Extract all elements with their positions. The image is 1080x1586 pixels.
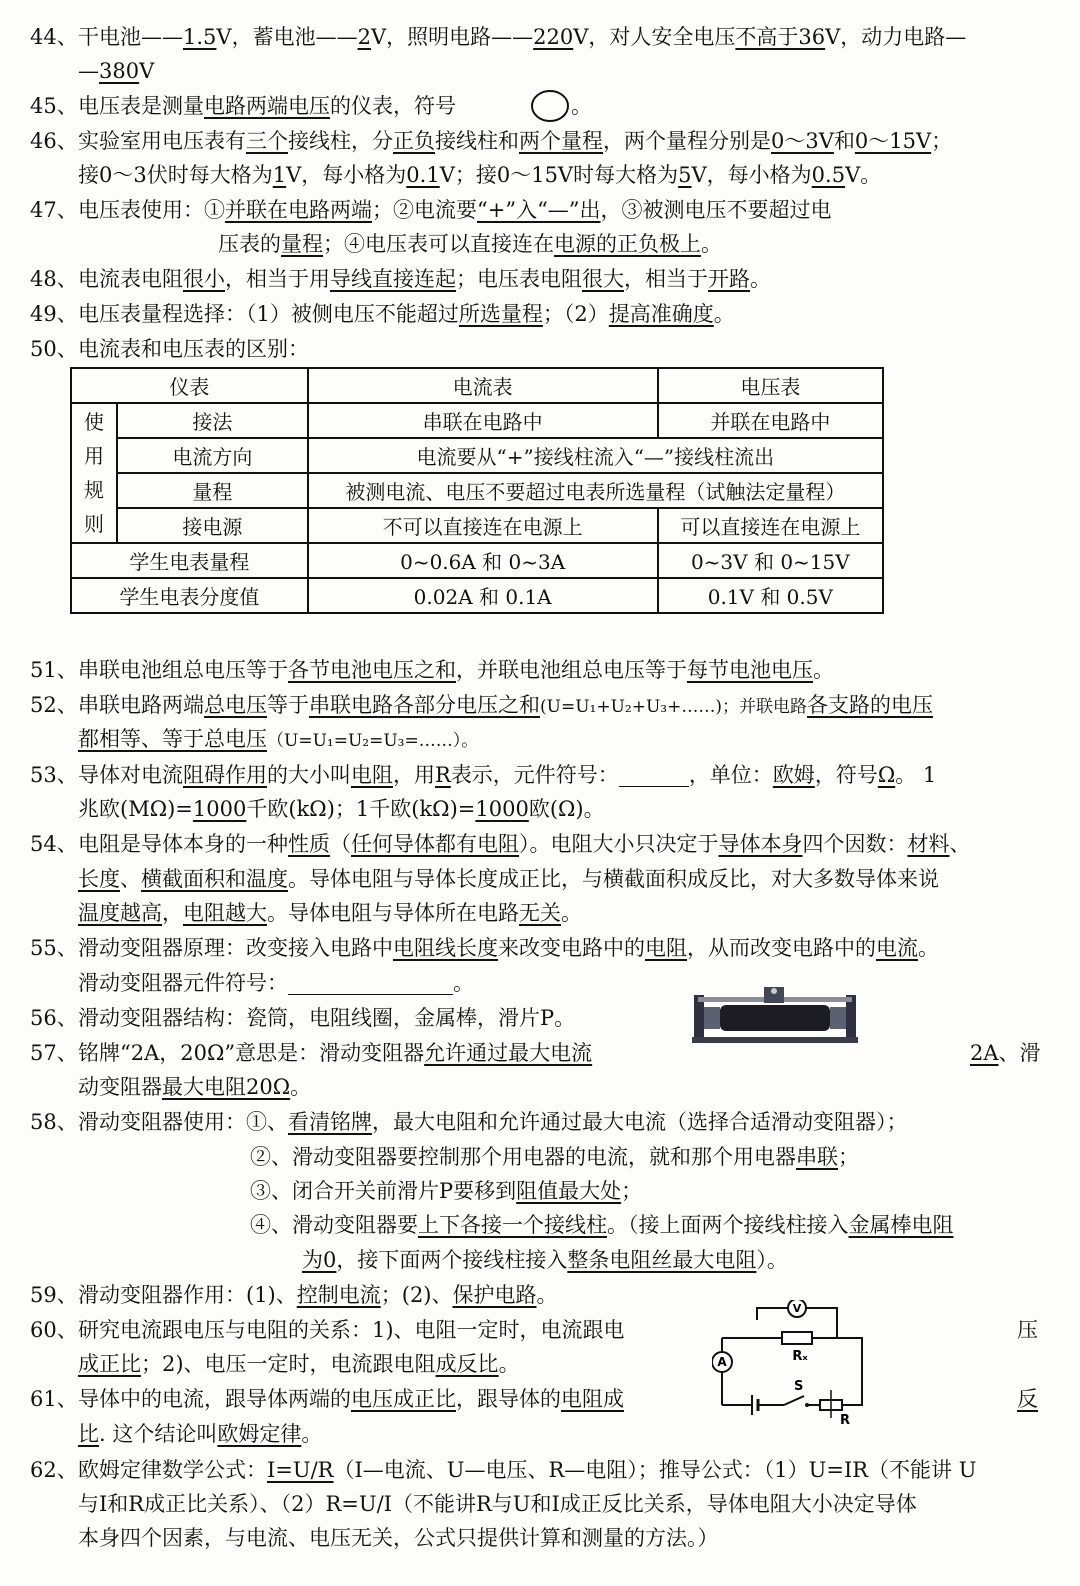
answer: 5 [678,163,692,187]
answer: 串联 [796,1145,838,1169]
answer: 所选量程 [458,302,543,326]
text: 与I和R成正比关系）、（2）R=U/I（不能讲R与U和I成正反比关系，导体电阻大小决定导体 [78,1492,917,1516]
voltmeter-cell: 0~3V 和 0~15V [658,543,883,578]
table-row [71,543,883,578]
item-57-line2 [78,1072,311,1102]
text: 欧姆定律数学公式： [78,1458,267,1482]
item-58-line4 [250,1210,954,1240]
answer: 整条电阻丝最大电阻 [567,1248,757,1272]
answer: 比 [78,1422,99,1446]
text: ； [838,1145,859,1169]
text: 。 1 [895,763,937,787]
item-46-line2 [78,160,881,190]
text: 导体对电流 [78,763,183,787]
answer: 导线直接连起 [330,267,456,291]
text: V [139,59,155,83]
answer: 电阻线长度 [393,936,498,960]
table-row [71,473,883,508]
ammeter-cell: 串联在电路中 [308,403,658,438]
rheostat-label: R [840,1413,851,1425]
text: 干电池—— [78,25,183,49]
text: 等于 [267,693,309,717]
answer: 220 [533,25,574,49]
table-row [71,578,883,613]
answer: R [435,763,451,787]
item-number: 45、 [30,94,78,118]
text: （U=U₁=U₂=U₃=……）。 [267,731,479,751]
ammeter-cell: 0.02A 和 0.1A [308,578,658,613]
item-51 [30,655,834,685]
answer: 看清铭牌 [288,1110,372,1134]
answer: 2 [357,25,371,49]
text: 电压表使用：① [78,198,225,222]
voltmeter-label: V [792,1302,802,1315]
voltmeter-cell: 并联在电路中 [658,403,883,438]
table-header-row [71,368,883,403]
text: V；接0～15V时每大格为 [439,163,679,187]
text: 接线柱和 [435,129,519,153]
text: 、 [120,867,141,891]
answer: 0～3V [771,129,834,153]
item-number: 55、 [30,936,78,960]
text: ③、闭合开关前滑片P要移到 [250,1179,517,1203]
item-53-line2 [78,794,605,824]
text: ，两个量程分别是 [603,129,771,153]
item-number: 58、 [30,1110,78,1134]
answer: 不高于36 [735,25,826,49]
answer: 电阻 [351,763,393,787]
answer: 反 [1017,1387,1038,1411]
item-61-line2 [78,1419,322,1449]
answer: 很大 [582,267,624,291]
text: 。 [813,658,834,682]
item-number: 52、 [30,693,78,717]
item-number: 62、 [30,1458,78,1482]
text: ，③被测电压不要超过电 [600,198,832,222]
answer: 很小 [183,267,225,291]
item-62-line3 [78,1523,719,1553]
answer: 材料 [907,832,950,856]
merged-cell: 电流要从“+”接线柱流入“—”接线柱流出 [308,438,883,473]
answer: 各节电池电压之和 [288,658,456,682]
item-44-line1 [30,22,966,52]
item-62-line2 [78,1489,917,1519]
text: ，从而改变电路中的 [687,936,876,960]
voltmeter-symbol-icon [530,88,570,124]
text: 导体中的电流，跟导体两端的 [78,1387,351,1411]
item-number: 49、 [30,302,78,326]
text: 兆欧(MΩ)= [78,797,193,821]
answer: 控制电流 [296,1283,381,1307]
text: 。导体电阻与导体所在电路 [267,901,519,925]
text: ，接下面两个接线柱接入 [336,1248,568,1272]
answer: 量程 [281,232,323,256]
text: 欧(Ω)。 [528,797,605,821]
text: 实验室用电压表有 [78,129,246,153]
item-number: 60、 [30,1318,78,1342]
text: ，最大电阻和允许通过最大电流（选择合适滑动变阻器）； [372,1110,908,1134]
text: V，蓄电池—— [216,25,358,49]
item-number: 59、 [30,1283,78,1307]
resistor-icon [782,1332,812,1344]
text: 滑动变阻器作用：(1)、 [78,1283,297,1307]
text: 。 [713,302,735,326]
text: 电压表量程选择：（1）被侧电压不能超过 [78,302,459,326]
answer: 保护电路 [452,1283,537,1307]
item-number: 48、 [30,267,78,291]
answer: 任何导体都有电阻 [351,832,519,856]
item-54-line1 [30,829,971,859]
answer: 电阻越大 [183,901,267,925]
text: 电阻是导体本身的一种 [78,832,288,856]
answer: 横截面积和温度 [141,867,288,891]
answer: 各支路的电压 [807,693,933,717]
answer: 电压成正比 [351,1387,456,1411]
text: ，符号 [814,763,878,787]
item-47-line2 [218,229,722,259]
item-58-line2 [250,1142,859,1172]
text: ； [931,129,953,153]
text: ；（2） [542,302,609,326]
answer: 成反比 [435,1352,499,1376]
ammeter-cell: 不可以直接连在电源上 [308,508,658,543]
item-55-line1 [30,933,939,963]
item-60-right [1017,1315,1038,1345]
answer: 允许通过最大电流 [424,1041,593,1065]
item-45 [30,91,592,121]
voltmeter-cell: 可以直接连在电源上 [658,508,883,543]
answer: 成正比 [78,1352,141,1376]
answer: 电源的正负极上 [554,232,701,256]
answer: 长度 [78,867,120,891]
answer: 温度越高 [78,901,162,925]
resistor-label: Rₓ [792,1349,808,1364]
text: ②、滑动变阻器要控制那个用电器的电流，就和那个用电器 [250,1145,796,1169]
item-number: 51、 [30,658,78,682]
text: 接0～3伏时每大格为 [78,163,273,187]
text: 来改变电路中的 [498,936,645,960]
answer: 欧姆 [772,763,815,787]
item-46-line1 [30,126,952,156]
text: V。 [845,163,882,187]
answer: 两个量程 [519,129,603,153]
text: 四个因数： [802,832,908,856]
answer: 上下各接一个接线柱 [418,1213,607,1237]
item-54-line3 [78,898,582,928]
answer: I=U/R [267,1458,334,1482]
answer: 0.1 [406,163,440,187]
text: 表示，元件符号： [450,763,619,787]
text: 、 [949,832,971,856]
text: V，每小格为 [691,163,812,187]
ammeter-label: A [717,1355,727,1369]
text: 滑动变阻器元件符号： [78,971,288,995]
text: 。 [536,1283,558,1307]
item-number: 57、 [30,1041,78,1065]
item-49 [30,299,735,329]
group-char: 则 [84,512,104,536]
answer: 并联在电路两端 [225,198,372,222]
group-char: 规 [84,478,104,502]
answer: 1.5 [183,25,217,49]
text: 。 [290,1075,312,1099]
answer: 0～15V [854,129,932,153]
text: ）。 [756,1248,788,1272]
text: 。 [561,901,582,925]
item-number: 46、 [30,129,78,153]
group-char: 使 [84,410,104,434]
answer: 开路 [708,267,750,291]
text: （I—电流、U—电压、R—电阻）；推导公式：（1）U=IR（不能讲 U [333,1458,977,1482]
row-label-cell: 学生电表分度值 [71,578,308,613]
item-number: 50、 [30,337,78,361]
answer: 阻碍作用 [183,763,267,787]
text: 本身四个因素，与电流、电压无关，公式只提供计算和测量的方法。） [78,1526,719,1550]
text: ，并联电池组总电压等于 [456,658,687,682]
item-58-line3 [250,1176,642,1206]
answer: 性质 [288,832,330,856]
merged-cell: 被测电流、电压不要超过电表所选量程（试触法定量程） [308,473,883,508]
item-53-line1 [30,760,936,790]
text: V，照明电路—— [370,25,534,49]
item-50 [30,334,309,364]
comparison-table [70,367,884,614]
answer: 1000 [192,797,247,821]
row-label-cell: 接法 [117,403,308,438]
item-52-line2 [78,724,478,754]
answer: 电阻 [645,936,687,960]
text: 和 [833,129,855,153]
header-cell: 电流表 [308,368,658,403]
text: 。 [498,1352,520,1376]
item-58-line5 [302,1245,788,1275]
ammeter-cell: 0~0.6A 和 0~3A [308,543,658,578]
item-61-right [1017,1384,1038,1414]
text: ； [621,1179,643,1203]
text: 。导体电阻与导体长度成正比，与横截面积成反比，对大多数导体来说 [288,867,939,891]
text: 的大小叫 [267,763,351,787]
text: ，跟导体的 [456,1387,561,1411]
answer: 最大电阻 [162,1075,246,1099]
text: ；(2)、 [380,1283,453,1307]
row-label-cell: 电流方向 [117,438,308,473]
text: 滑动变阻器原理：改变接入电路中 [78,936,393,960]
answer: “+”入“—”出 [477,198,601,222]
row-label-cell: 接电源 [117,508,308,543]
text: 千欧(kΩ)；1千欧(kΩ)= [246,797,476,821]
item-48 [30,264,771,294]
group-label-cell [71,403,117,543]
row-label-cell: 量程 [117,473,308,508]
text: 、滑 [998,1041,1041,1065]
answer: 总电压 [204,693,267,717]
text: ；④电压表可以直接连在 [323,232,554,256]
answer: 2A [970,1041,999,1065]
text: 接线柱，分 [288,129,393,153]
text: 。 [453,971,474,995]
item-61-line1 [30,1384,624,1414]
answer: 正负 [393,129,435,153]
table-row [71,403,883,438]
item-number: 56、 [30,1006,78,1030]
answer: 电阻成 [561,1387,624,1411]
text: 。 [750,267,771,291]
switch-label: S [794,1379,804,1394]
text: ；电压表电阻 [456,267,582,291]
table-row [71,438,883,473]
item-44-line2 [78,56,154,86]
text: ， [162,901,183,925]
text: 串联电路两端 [78,693,204,717]
item-59 [30,1280,558,1310]
answer: 提高准确度 [608,302,714,326]
answer: 为0 [302,1248,337,1272]
answer: Ω [877,763,896,787]
answer: 导体本身 [718,832,803,856]
answer: 20Ω [246,1075,291,1099]
answer: 1000 [475,797,529,821]
symbol-blank [619,766,689,787]
text: ，单位： [688,763,773,787]
item-number: 54、 [30,832,78,856]
item-55-line2 [78,968,474,998]
text: 。 [701,232,722,256]
item-number: 61、 [30,1387,78,1411]
item-number: 44、 [30,25,78,49]
text: 电压表是测量 [78,94,204,118]
text: 铭牌“2A，20Ω”意思是：滑动变阻器 [78,1041,425,1065]
item-number: 47、 [30,198,78,222]
text: 的仪表，符号 [330,94,456,118]
text: ，相当于 [624,267,708,291]
switch-icon [784,1396,804,1405]
text: V，对人安全电压 [573,25,736,49]
answer: 380 [99,59,140,83]
text: ④、滑动变阻器要 [250,1213,418,1237]
text: V，每小格为 [286,163,407,187]
answer: 都相等、等于总电压 [78,727,267,751]
item-47-line1 [30,195,832,225]
answer: 每节电池电压 [687,658,813,682]
item-62-line1 [30,1455,976,1485]
answer: 阻值最大处 [516,1179,622,1203]
text: （ [330,832,351,856]
text: 滑动变阻器使用：①、 [78,1110,288,1134]
header-cell: 仪表 [71,368,308,403]
row-label-cell: 学生电表量程 [71,543,308,578]
item-52-line1 [30,690,933,720]
text: 串联电池组总电压等于 [78,658,288,682]
text: . 这个结论叫 [99,1422,218,1446]
answer: 串联电路各部分电压之和 [309,693,540,717]
answer: 金属棒电阻 [848,1213,954,1237]
item-58-line1 [30,1107,908,1137]
table-row [71,508,883,543]
header-cell: 电压表 [658,368,883,403]
text: ，相当于用 [225,267,330,291]
answer: 电流 [876,936,918,960]
text: 压 [1017,1318,1038,1342]
text: 电流表和电压表的区别： [78,337,309,361]
answer: 1 [272,163,287,187]
answer: 无关 [519,901,561,925]
text: 滑动变阻器结构：瓷筒，电阻线圈，金属棒，滑片P。 [78,1006,576,1030]
text: 。（接上面两个接线柱接入 [607,1213,849,1237]
item-57-right [970,1038,1041,1068]
text: 压表的 [218,232,281,256]
circuit-diagram-icon [712,1300,872,1425]
text: (U=U₁+U₂+U₃+……)；并联电路 [540,697,807,717]
text: ；②电流要 [372,198,477,222]
text: — [78,59,99,83]
item-54-line2 [78,864,939,894]
text: 动变阻器 [78,1075,162,1099]
text: 研究电流跟电压与电阻的关系：1)、电阻一定时，电流跟电 [78,1318,625,1342]
answer: 欧姆定律 [217,1422,302,1446]
text: ；2)、电压一定时，电流跟电阻 [141,1352,436,1376]
text: 。 [571,94,592,118]
text: V，动力电路— [825,25,967,49]
item-60-line1 [30,1315,625,1345]
text: 电流表电阻 [78,267,183,291]
text: ，用 [393,763,435,787]
symbol-blank [288,974,453,995]
voltmeter-cell: 0.1V 和 0.5V [658,578,883,613]
answer: 电路两端电压 [204,94,330,118]
text: 。 [918,936,939,960]
item-57-line1 [30,1038,592,1068]
answer: 0.5 [811,163,846,187]
item-60-line2 [78,1349,520,1379]
text: ）。电阻大小只决定于 [519,832,719,856]
item-number: 53、 [30,763,78,787]
group-char: 用 [84,444,104,468]
item-56 [30,1003,575,1033]
answer: 三个 [246,129,288,153]
text: 。 [301,1422,323,1446]
rheostat-photo-icon [690,985,860,1045]
